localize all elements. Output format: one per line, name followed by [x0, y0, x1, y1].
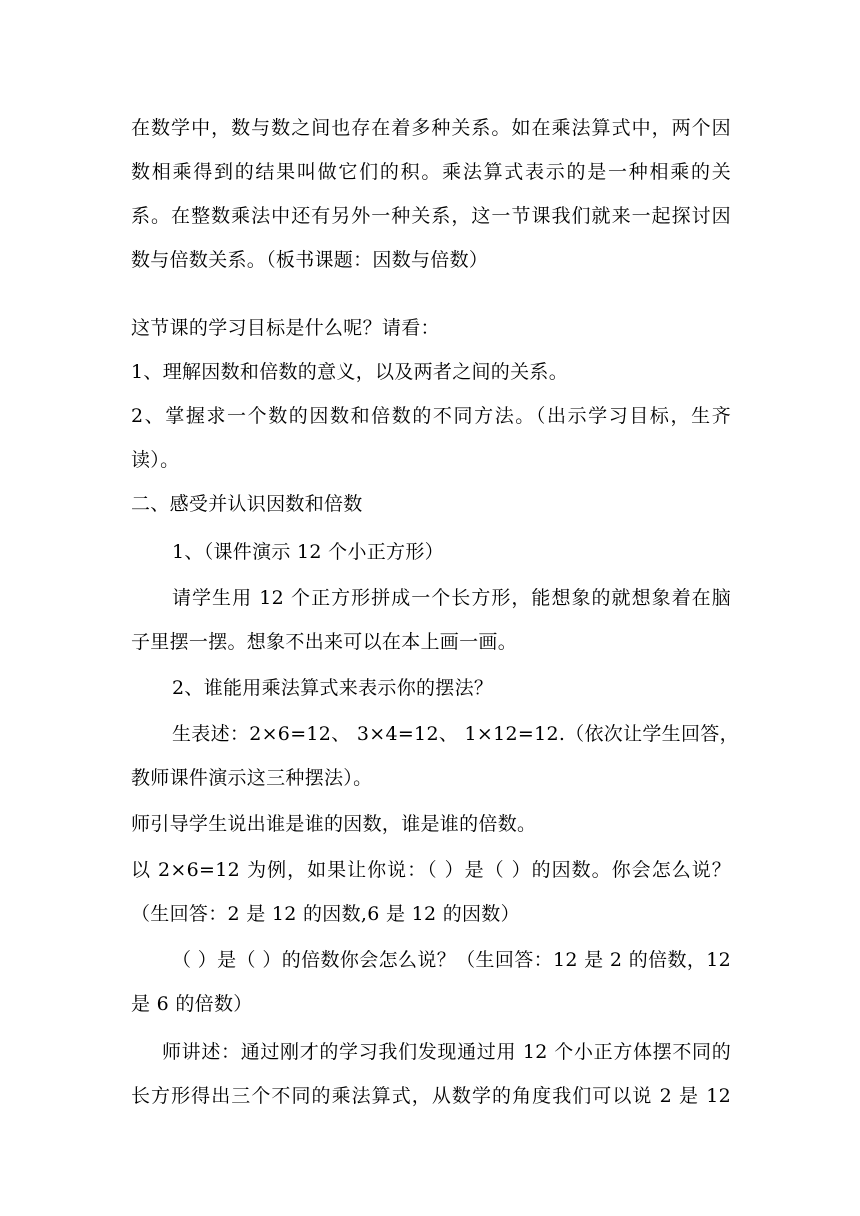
intro-line-4: 数与倍数关系。（板书课题：因数与倍数） [131, 249, 489, 271]
goal-2-line-2: 读）。 [131, 449, 180, 471]
teacher-guide: 师引导学生说出谁是谁的因数，谁是谁的倍数。 [131, 813, 537, 835]
step-2-title: 2、谁能用乘法算式来表示你的摆法？ [172, 677, 494, 699]
intro-line-1: 在数学中，数与数之间也存在着多种关系。如在乘法算式中，两个因 [131, 117, 731, 139]
intro-line-3: 系。在整数乘法中还有另外一种关系，这一节课我们就来一起探讨因 [131, 205, 731, 227]
step-1-title: 1、（课件演示 12 个小正方形） [172, 541, 444, 563]
student-statement-line-2: 教师课件演示这三种摆法）。 [131, 767, 373, 789]
goal-2-line-1: 2、掌握求一个数的因数和倍数的不同方法。（出示学习目标，生齐 [131, 405, 731, 427]
example-factor-line-1: 以 2×6=12 为例，如果让你说：（ ）是（ ）的因数。你会怎么说？ [131, 859, 731, 881]
example-multiple-line-2: 是 6 的倍数） [131, 993, 253, 1015]
teacher-explain-line-1: 师讲述：通过刚才的学习我们发现通过用 12 个小正方体摆不同的 [162, 1041, 731, 1063]
intro-line-2: 数相乘得到的结果叫做它们的积。乘法算式表示的是一种相乘的关 [131, 161, 731, 183]
teacher-explain-line-2: 长方形得出三个不同的乘法算式，从数学的角度我们可以说 2 是 12 [131, 1085, 731, 1107]
goal-1: 1、理解因数和倍数的意义，以及两者之间的关系。 [131, 361, 568, 383]
step-1-text-line-2: 子里摆一摆。想象不出来可以在本上画一画。 [131, 631, 518, 653]
section-2-heading: 二、感受并认识因数和倍数 [131, 493, 363, 515]
goals-prompt: 这节课的学习目标是什么呢？请看： [131, 317, 440, 339]
student-statement-line-1: 生表述：2×6=12、 3×4=12、 1×12=12.（依次让学生回答， [172, 723, 739, 745]
example-multiple-line-1: （ ）是（ ）的倍数你会怎么说？（生回答：12 是 2 的倍数，12 [172, 949, 731, 971]
example-factor-line-2: （生回答：2 是 12 的因数,6 是 12 的因数） [131, 903, 520, 925]
step-1-text-line-1: 请学生用 12 个正方形拼成一个长方形，能想象的就想象着在脑 [172, 587, 731, 609]
